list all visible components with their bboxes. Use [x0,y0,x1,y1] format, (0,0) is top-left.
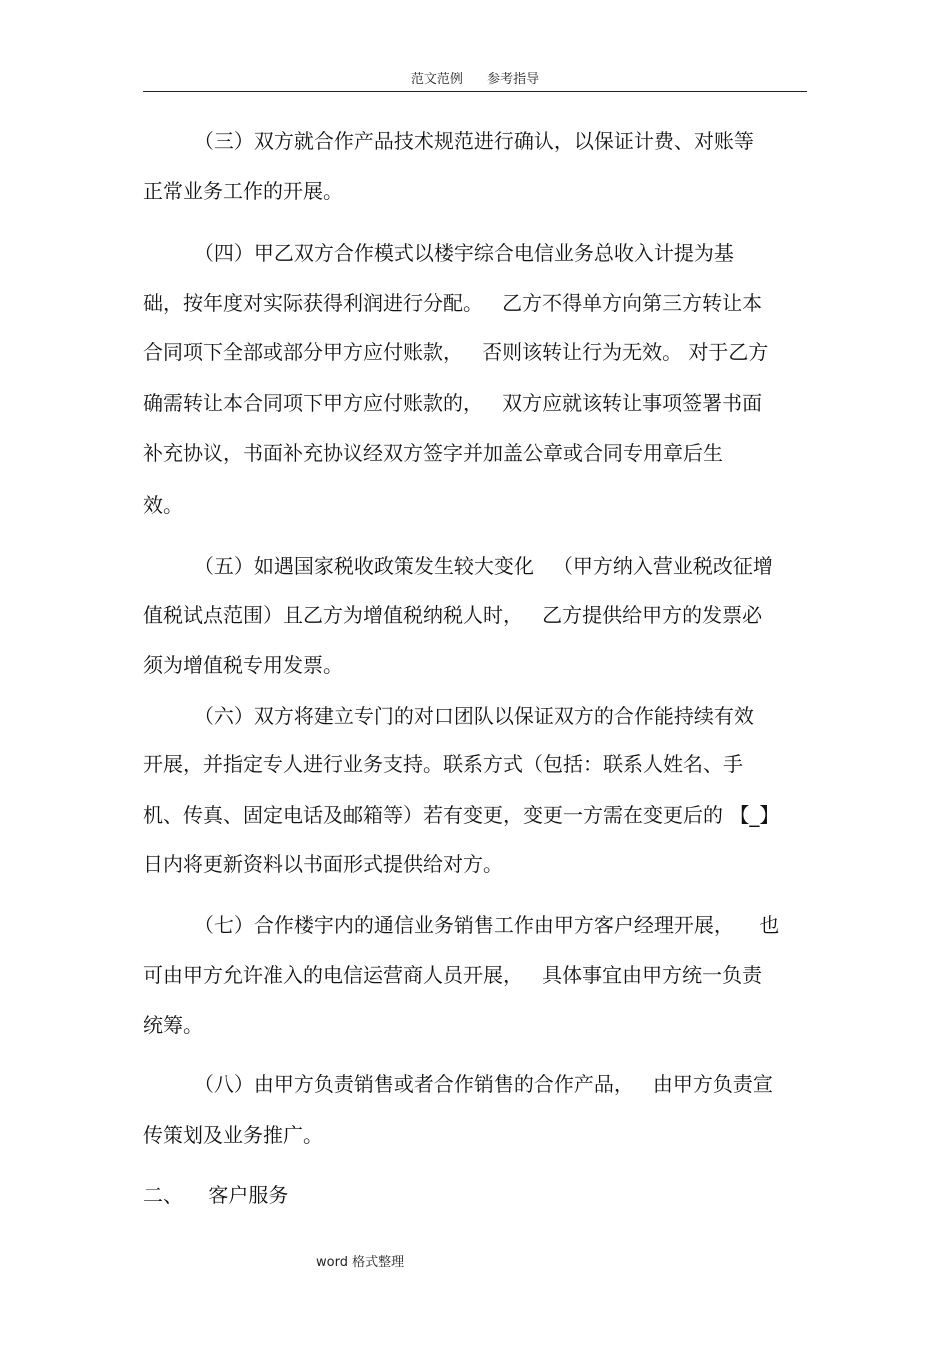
text-line: （三）双方就合作产品技术规范进行确认，以保证计费、对账等 [143,129,754,153]
text-line: （四）甲乙双方合作模式以楼宇综合电信业务总收入计提为基 [143,241,734,265]
section-heading: 二、 客户服务 [143,1183,289,1207]
text-line: （八）由甲方负责销售或者合作销售的合作产品， 由甲方负责宣 [143,1072,773,1096]
text-line: 可由甲方允许准入的电信运营商人员开展， 具体事宜由甲方统一负责 [143,963,763,987]
text-line: （五）如遇国家税收政策发生较大变化 （甲方纳入营业税改征增 [143,554,773,578]
text-line: 值税试点范围）且乙方为增值税纳税人时， 乙方提供给甲方的发票必 [143,603,763,627]
page-header [0,68,950,87]
header-left-text: 范文范例 [410,72,463,87]
text-line: 日内将更新资料以书面形式提供给对方。 [143,852,503,876]
text-line: 机、传真、固定电话及邮箱等）若有变更，变更一方需在变更后的 【_】 [143,803,780,827]
text-line: 正常业务工作的开展。 [143,179,343,203]
text-line: 补充协议，书面补充协议经双方签字并加盖公章或合同专用章后生 [143,441,723,465]
text-line: 统筹。 [143,1013,203,1037]
page-footer: word 格式整理 [316,1255,405,1270]
header-right-text: 参考指导 [487,72,540,87]
text-line: 开展，并指定专人进行业务支持。联系方式（包括：联系人姓名、手 [143,752,743,776]
text-line: 确需转让本合同项下甲方应付账款的， 双方应就该转让事项签署书面 [143,391,763,415]
text-line: 合同项下全部或部分甲方应付账款， 否则该转让行为无效。 对于乙方 [143,340,769,364]
text-line: 须为增值税专用发票。 [143,653,343,677]
text-line: （七）合作楼宇内的通信业务销售工作由甲方客户经理开展， 也 [143,913,780,937]
text-line: 效。 [143,493,183,517]
text-line: （六）双方将建立专门的对口团队以保证双方的合作能持续有效 [143,704,754,728]
header-rule [143,91,807,92]
text-line: 传策划及业务推广。 [143,1123,323,1147]
text-line: 础，按年度对实际获得利润进行分配。 乙方不得单方向第三方转让本 [143,291,763,315]
